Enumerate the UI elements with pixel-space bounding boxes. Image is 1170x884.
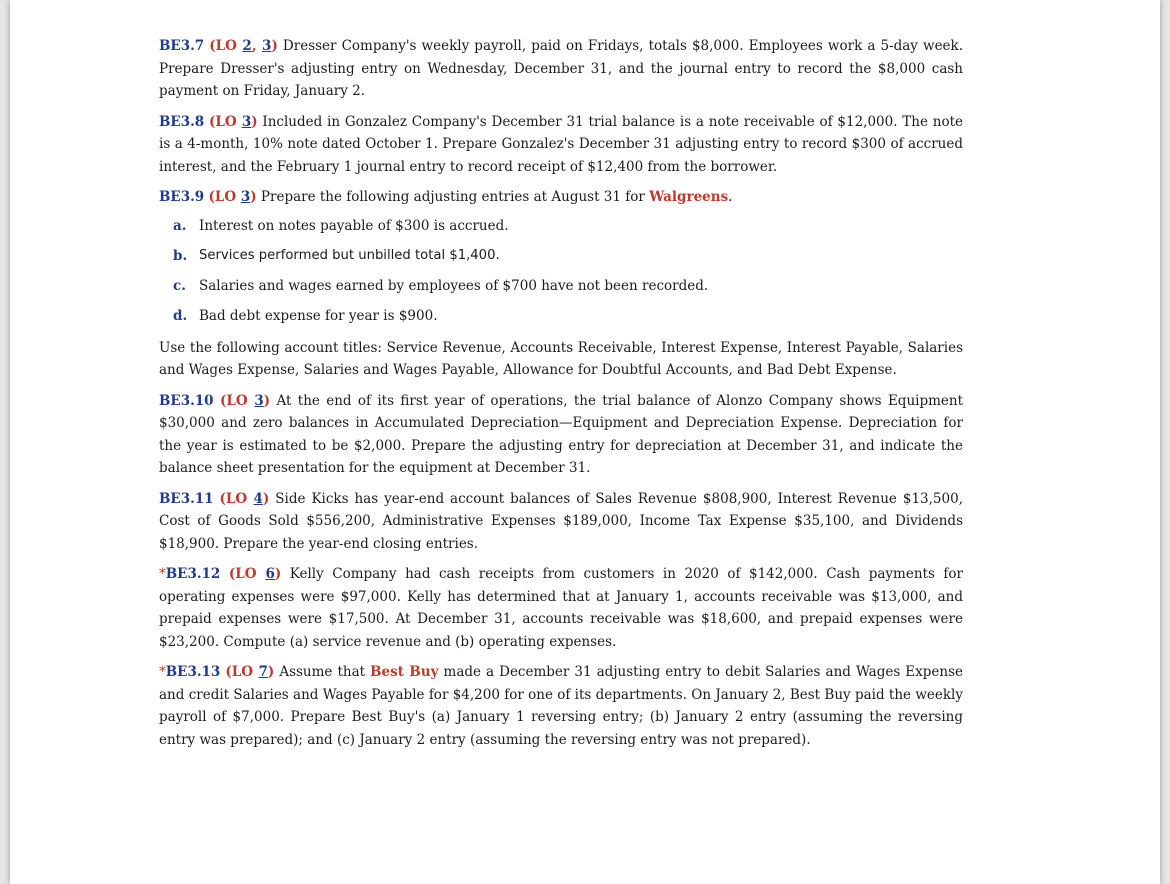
item-letter: c. <box>173 277 186 294</box>
item-text: Salaries and wages earned by employees of $700 have not been recorded. <box>199 277 709 294</box>
exercise-text: Kelly Company had cash receipts from customers in 2020 of $142,000. Cash payments for operating expenses were $97,000. Kelly has determined that at January 1, accounts receivable was $13,000, and prepaid expenses were $17,500. At December 31, accounts receivable was $18,600, and prepaid expenses were $23,200. Compute (a) service revenue and (b) operating expenses. <box>159 566 963 650</box>
exercise-be3-11 <box>159 488 963 556</box>
exercise-be3-10 <box>159 390 963 480</box>
exercise-code: BE3.13 <box>165 664 221 680</box>
lo-link-2[interactable]: 2 <box>242 38 252 54</box>
exercise-be3-12 <box>159 563 963 653</box>
exercise-be3-8 <box>159 111 963 179</box>
exercise-text: Prepare the following adjusting entries at August 31 for <box>260 189 645 205</box>
exercise-list <box>159 35 963 759</box>
exercise-text: Assume that <box>279 664 366 680</box>
exercise-code: BE3.9 <box>159 189 205 205</box>
exercise-code: BE3.10 <box>159 392 214 409</box>
item-text: Bad debt expense for year is $900. <box>199 307 438 324</box>
exercise-text: Side Kicks has year-end account balances of Sales Revenue $808,900, Interest Revenue $13,500, Cost of Goods Sold $556,200, Administrative Expenses $189,000, Income Tax Expense $35,100, and Dividends $18,900. Prepare the year-end closing entries. <box>159 490 963 552</box>
list-item <box>159 211 963 241</box>
exercise-code: BE3.11 <box>159 490 214 507</box>
exercise-be3-7 <box>159 35 963 103</box>
exercise-code: BE3.8 <box>159 113 205 130</box>
company-link-best-buy[interactable]: Best Buy <box>370 664 439 680</box>
item-letter: d. <box>173 307 188 324</box>
list-item <box>159 301 963 331</box>
asterisk-marker: * <box>159 664 166 680</box>
exercise-code: BE3.12 <box>165 566 221 582</box>
learning-objective: (LO 3) <box>208 189 257 205</box>
lo-link-6[interactable]: 6 <box>265 566 275 582</box>
exercise-text: made a December 31 adjusting entry to debit Salaries and Wages Expense and credit Salaries and Wages Payable for $4,200 for one of its departments. On January 2, Best Buy paid the weekly payroll of $7,000. Prepare Best Buy's (a) January 1 reversing entry; (b) January 2 entry (assuming the reversing entry was prepared); and (c) January 2 entry (assuming the reversing entry was not prepared). <box>159 664 963 748</box>
lo-link-3[interactable]: 3 <box>241 113 252 130</box>
lo-link-4[interactable]: 4 <box>253 490 263 507</box>
learning-objective: (LO 6) <box>228 566 282 582</box>
learning-objective: (LO 3) <box>219 392 271 409</box>
exercise-text: Dresser Company's weekly payroll, paid on Fridays, totals $8,000. Employees work a 5-day week. Prepare Dresser's adjusting entry on Wednesday, December 31, and the journal entry to record the $8,000 cash payment on Friday, January 2. <box>159 38 964 99</box>
exercise-text: Included in Gonzalez Company's December 31 trial balance is a note receivable of $12,000. The note is a 4-month, 10% note dated October 1. Prepare Gonzalez's December 31 adjusting entry to record $300 of accrued interest, and the February 1 journal entry to record receipt of $12,400 from the borrower. <box>159 113 963 175</box>
learning-objective: (LO 7) <box>225 664 275 680</box>
account-titles-note: Use the following account titles: Service Revenue, Accounts Receivable, Interest Expense, Interest Payable, Salaries and Wages Expense, Salaries and Wages Payable, Allowance for Doubtful Accounts, and Bad Debt Expense. <box>159 339 963 378</box>
adjustment-items <box>159 211 963 331</box>
learning-objective: (LO 2, 3) <box>209 38 278 54</box>
exercise-be3-13 <box>159 661 963 751</box>
exercise-code: BE3.7 <box>159 38 205 54</box>
learning-objective: (LO 3) <box>208 113 258 130</box>
item-letter: a. <box>173 217 187 234</box>
asterisk-marker: * <box>159 566 166 582</box>
item-letter: b. <box>173 247 188 264</box>
list-item <box>159 271 963 301</box>
lo-link-3[interactable]: 3 <box>254 392 264 409</box>
item-text: Services performed but unbilled total $1,400. <box>199 247 500 263</box>
list-item <box>159 241 963 271</box>
lo-link-3[interactable]: 3 <box>240 189 251 205</box>
lo-link-7[interactable]: 7 <box>258 664 268 680</box>
exercise-be3-9: BE3.9 (LO 3) Prepare the following adjusting entries at August 31 for Walgreens. <box>159 189 733 205</box>
item-text: Interest on notes payable of $300 is accrued. <box>199 217 509 234</box>
lo-link-3[interactable]: 3 <box>262 38 272 54</box>
learning-objective: (LO 4) <box>219 490 270 507</box>
company-link-walgreens[interactable]: Walgreens <box>649 189 729 205</box>
document-page <box>10 0 1160 884</box>
exercise-text: At the end of its first year of operations, the trial balance of Alonzo Company shows Equipment $30,000 and zero balances in Accumulated Depreciation—Equipment and Depreciation Expense. Depreciation for the year is estimated to be $2,000. Prepare the adjusting entry for depreciation at December 31, and indicate the balance sheet presentation for the equipment at December 31. <box>159 392 964 476</box>
